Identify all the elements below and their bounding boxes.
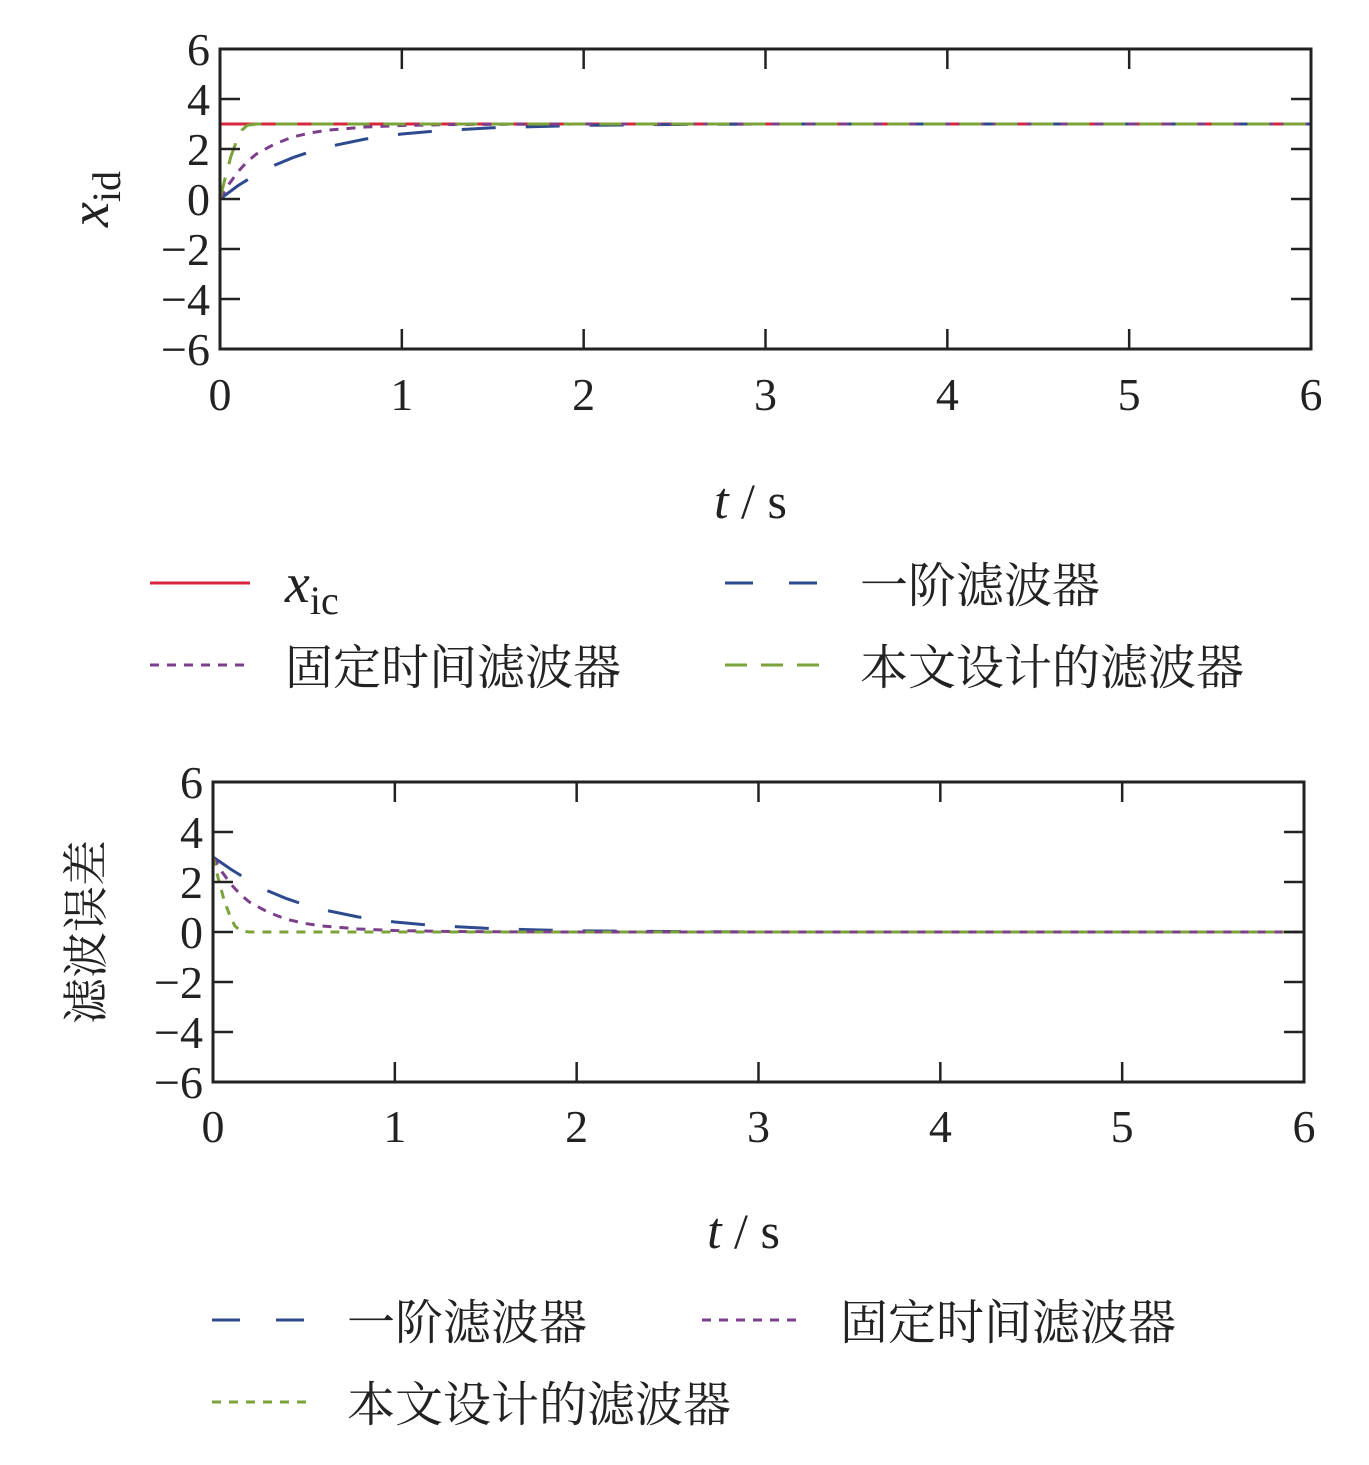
y-tick-label: −6 [161,324,210,375]
y-axis-label [59,840,113,1024]
svg-text:滤波误差: 滤波误差 [59,840,113,1024]
bottom-legend [212,1295,1176,1433]
series-line-1 [213,857,1304,932]
plot-area [220,124,1311,199]
y-tick-label: 2 [180,857,203,908]
legend-label: 一阶滤波器 [347,1295,588,1351]
x-tick-label: 6 [1292,1101,1316,1152]
legend-label: 固定时间滤波器 [285,640,622,696]
series-line-3 [220,124,1311,199]
y-tick-label: 0 [187,174,210,225]
y-tick-label: −4 [154,1007,203,1058]
legend-label: 固定时间滤波器 [840,1295,1177,1351]
x-tick-label: 6 [1299,369,1323,420]
y-tick-label: 6 [180,757,203,808]
x-tick-label: 2 [572,369,596,420]
x-tick-label: 5 [1110,1101,1134,1152]
axes-frame [220,49,1311,349]
top-legend [150,553,1244,696]
top-chart [59,24,1323,530]
legend-label: 一阶滤波器 [860,558,1101,614]
x-tick-label: 0 [201,1101,225,1152]
x-tick-label: 0 [208,369,232,420]
series-line-4 [220,124,1311,199]
y-tick-label: 2 [187,124,210,175]
y-tick-label: 6 [187,24,210,75]
y-tick-label: −6 [154,1057,203,1108]
legend-label: 本文设计的滤波器 [860,640,1245,696]
x-axis-label: t / s [707,1203,780,1260]
x-tick-label: 4 [935,369,959,420]
y-tick-label: 0 [180,907,203,958]
svg-text:xid: $x_{id}$ [59,171,129,227]
legend-label: $x_{ic}$ [285,553,339,623]
series-line-2 [213,857,1304,932]
series-line-2 [220,124,1311,199]
bottom-chart [59,757,1316,1260]
y-tick-label: 4 [180,807,203,858]
x-axis-label: t / s [714,473,787,530]
x-tick-label: 3 [754,369,777,420]
plot-area [213,857,1304,932]
y-tick-label: 4 [187,74,210,125]
x-tick-label: 1 [390,369,414,420]
x-tick-label: 1 [383,1101,407,1152]
y-axis-label [59,171,129,228]
series-line-3 [213,857,1304,932]
legend-label: 本文设计的滤波器 [347,1377,732,1433]
y-tick-label: −2 [154,957,203,1008]
x-tick-label: 2 [565,1101,589,1152]
x-tick-label: 3 [747,1101,770,1152]
y-tick-label: −4 [161,274,210,325]
x-tick-label: 5 [1117,369,1141,420]
x-tick-label: 4 [928,1101,952,1152]
y-tick-label: −2 [161,224,210,275]
